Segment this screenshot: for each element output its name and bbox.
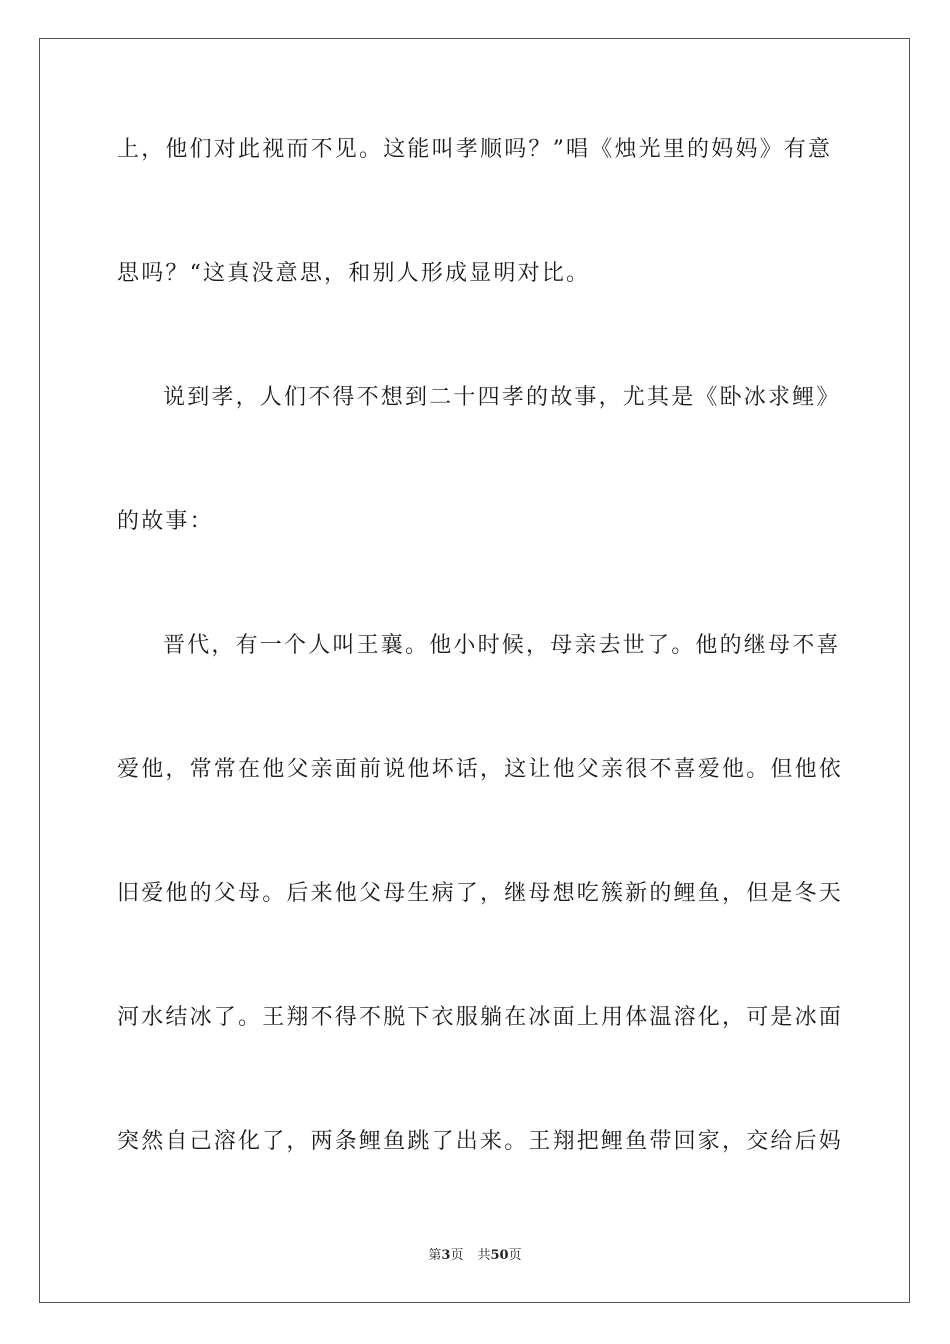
paragraph-first-line: 晋代，有一个人叫王襄。他小时候，母亲去世了。他的继母不喜 (163, 633, 841, 658)
page-border (39, 38, 910, 1303)
total-pages-suffix: 页 (508, 1248, 522, 1263)
body-text-line: 爱他，常常在他父亲面前说他坏话，这让他父亲很不喜爱他。但他依 (117, 757, 844, 782)
body-text-line: 旧爱他的父母。后来他父母生病了，继母想吃簇新的鲤鱼，但是冬天 (117, 881, 844, 906)
body-text-line: 上，他们对此视而不见。这能叫孝顺吗？”唱《烛光里的妈妈》有意 (117, 137, 833, 162)
total-pages-prefix: 共 (477, 1248, 491, 1263)
total-pages: 50 (490, 1248, 509, 1263)
body-text-line: 突然自己溶化了，两条鲤鱼跳了出来。王翔把鲤鱼带回家，交给后妈 (117, 1129, 844, 1154)
body-text-line: 河水结冰了。王翔不得不脱下衣服躺在冰面上用体温溶化，可是冰面 (117, 1005, 844, 1030)
body-text-line: 的故事： (117, 509, 214, 534)
body-text-line: 思吗？“这真没意思，和别人形成显明对比。 (117, 261, 591, 286)
page-number-prefix: 第 (428, 1248, 442, 1263)
paragraph-first-line: 说到孝，人们不得不想到二十四孝的故事，尤其是《卧冰求鲤》 (163, 385, 841, 410)
page-footer (0, 1247, 950, 1265)
page-number: 3 (441, 1248, 451, 1263)
page-number-suffix: 页 (450, 1248, 464, 1263)
